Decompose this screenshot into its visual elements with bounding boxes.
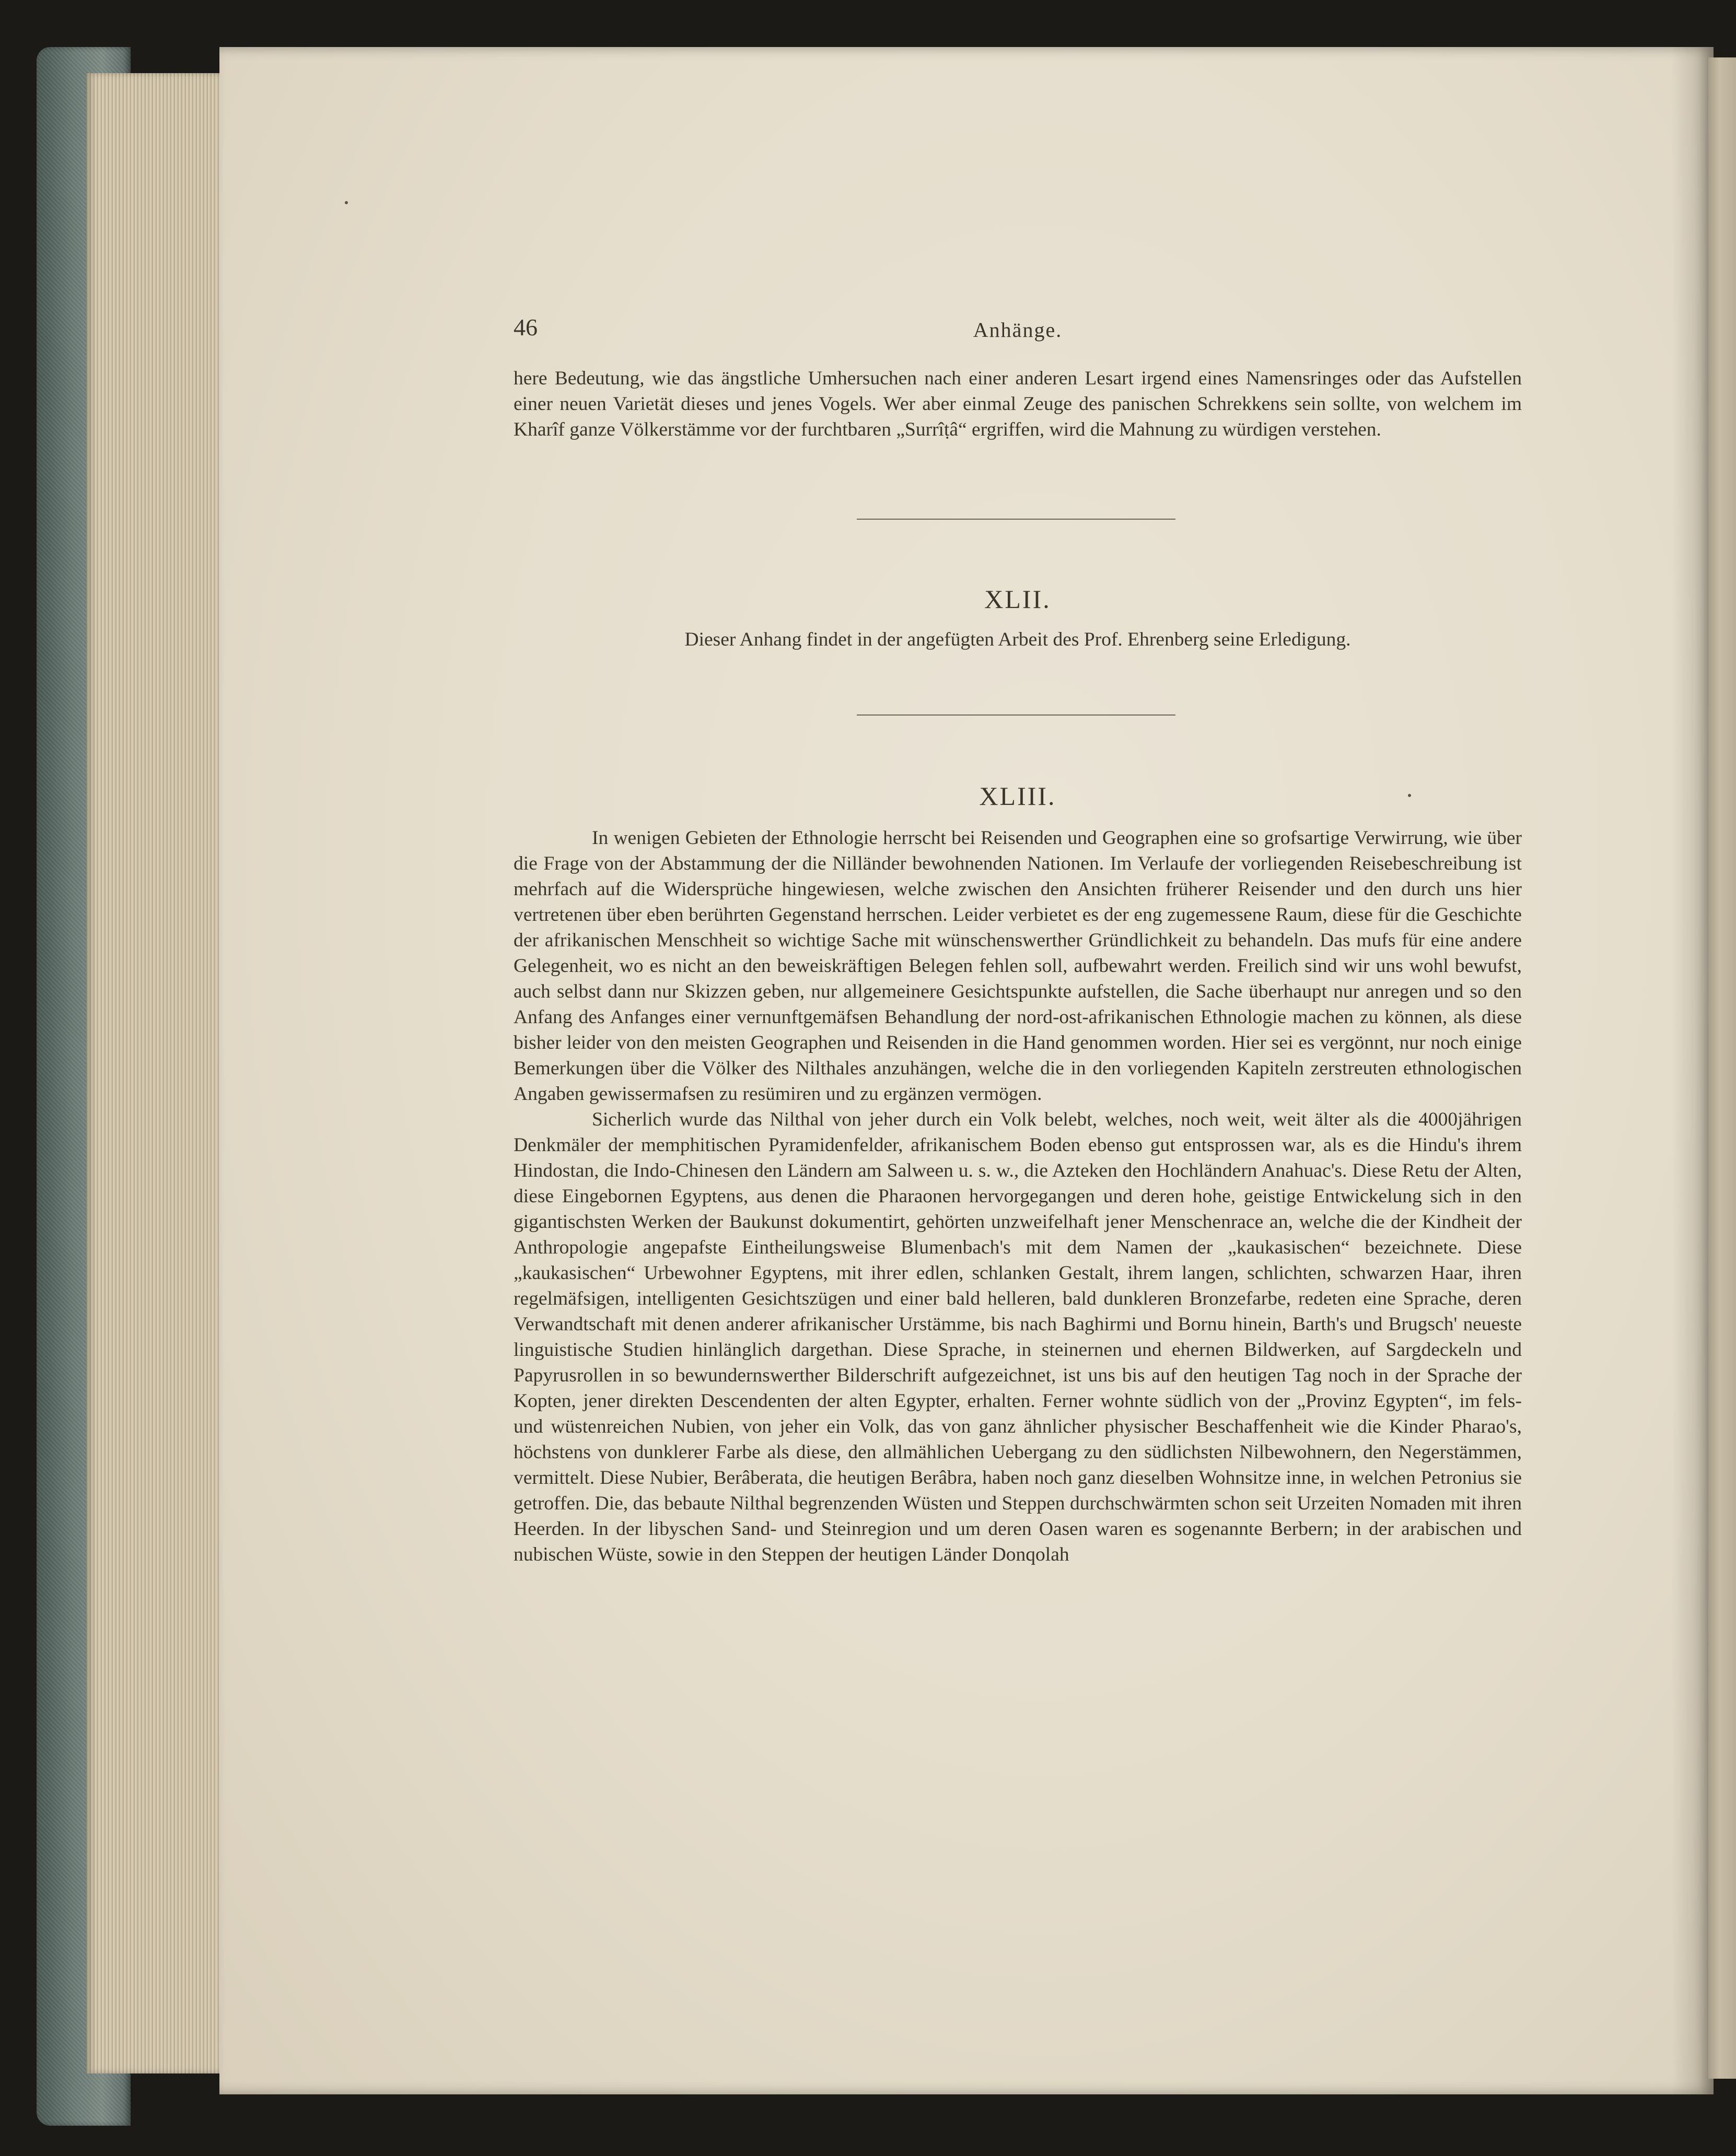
section-xliii-paragraph-2: Sicherlich wurde das Nilthal von jeher durch ein Volk belebt, welches, noch weit, weit älter als die 4000jährigen Denkmäler der memphitischen Pyramidenfelder, afrikanischem Boden ebenso gut entsprossen war, als es die Hindu's ihrem Hindostan, die Indo-Chinesen den Ländern am Salween u. s. w., die Azteken den Hochländern Anahuac's. Diese Retu der Alten, diese Eingebornen Egyptens, aus denen die Pharaonen hervorgegangen und deren hohe, geistige Entwickelung sich in den gigantischsten Werken der Baukunst dokumentirt, gehörten unzweifelhaft jener Menschenrace an, welche die der Kindheit der Anthropologie angepafste Eintheilungsweise Blumenbach's mit dem Namen der „kaukasischen“ bezeichnete. Diese „kaukasischen“ Urbewohner Egyptens, mit ihrer edlen, schlanken Gestalt, ihrem langen, schlichten, schwarzen Haar, ihren regelmäfsigen, intelligenten Gesichtszügen und einer bald helleren, bald dunkleren Bronzefarbe, redeten eine Sprache, deren Verwandtschaft mit denen anderer afrikanischer Urstämme, bis nach Baghirmi und Bornu hinein, Barth's und Brugsch' neueste linguistische Studien hinlänglich dargethan. Diese Sprache, in steinernen und ehernen Bildwerken, auf Sargdeckeln und Papyrusrollen in so bewundernswerther Bilderschrift aufgezeichnet, ist uns bis auf den heutigen Tag noch in der Sprache der Kopten, jener direkten Descendenten der alten Egypter, erhalten. Ferner wohnte südlich von der „Provinz Egypten“, im fels- und wüstenreichen Nubien, von jeher ein Volk, das von ganz ähnlicher physischer Beschaffenheit wie die Kinder Pharao's, höchstens von dunklerer Farbe als diese, den allmählichen Uebergang zu den südlichsten Nilbewohnern, den Negerstämmen, vermittelt. Diese Nubier, Berâberata, die heutigen Berâbra, haben noch ganz dieselben Wohnsitze inne, in welchen Petronius sie getroffen. Die, das bebaute Nilthal begrenzenden Wüsten und Steppen durchschwärmten schon seit Urzeiten Nomaden mit ihren Heerden. In der libyschen Sand- und Steinregion und um deren Oasen waren es sogenannte Berbern; in der arabischen und nubischen Wüste, sowie in den Steppen der heutigen Länder Donqolah	[514, 1109, 1522, 1565]
section-xliii-paragraph-1: In wenigen Gebieten der Ethnologie herrscht bei Reisenden und Geographen eine so grofsartige Verwirrung, wie über die Frage von der Abstammung der die Nilländer bewohnenden Nationen. Im Verlaufe der vorliegenden Reisebeschreibung ist mehrfach auf die Widersprüche hingewiesen, welche zwischen den Ansichten früherer Reisender und den durch uns hier vertretenen über eben berührten Gegenstand herrschen. Leider verbietet es der eng zugemessene Raum, diese für die Geschichte der afrikanischen Menschheit so wichtige Sache mit wünschenswerther Gründlichkeit zu behandeln. Das mufs für eine andere Gelegenheit, wo es nicht an den beweiskräftigen Belegen fehlen soll, aufbewahrt werden. Freilich sind wir uns wohl bewufst, auch selbst dann nur Skizzen geben, nur allgemeinere Gesichtspunkte aufstellen, die Sache überhaupt nur anregen und so den Anfang des Anfanges einer vernunftgemäfsen Behandlung der nord-ost-afrikanischen Ethnologie machen zu können, als diese bisher leider von den meisten Geographen und Reisenden in die Hand genommen worden. Hier sei es vergönnt, nur noch einige Bemerkungen über die Völker des Nilthales anzuhängen, welche die in den vorliegenden Kapiteln zerstreuten ethnologischen Angaben gewissermafsen zu resümiren und zu ergänzen vermögen.	[514, 827, 1522, 1105]
paper-speck	[1408, 794, 1411, 797]
section-heading-xlii: XLII.	[984, 584, 1051, 614]
running-head	[514, 313, 1522, 345]
section-heading-xliii: XLIII.	[979, 781, 1056, 811]
running-head-title: Anhänge.	[973, 318, 1063, 342]
paper-speck	[345, 201, 348, 204]
continuation-block	[514, 366, 1522, 442]
continuation-paragraph: here Bedeutung, wie das ängstliche Umhersuchen nach einer anderen Lesart irgend eines Namensringes oder das Aufstellen einer neuen Varietät dieses und jenes Vogels. Wer aber einmal Zeuge des panischen Schrekkens sein sollte, von welchem im Kharîf ganze Völkerstämme vor der furchtbaren „Surrîṭâ“ ergriffen, wird die Mahnung zu würdigen verstehen.	[514, 368, 1522, 440]
section-divider	[857, 714, 1175, 716]
next-page-edge	[1708, 57, 1736, 2079]
section-xliii-body	[514, 825, 1522, 1567]
section-divider	[857, 519, 1175, 520]
section-xlii-text: Dieser Anhang findet in der angefügten Arbeit des Prof. Ehrenberg seine Erledigung.	[684, 629, 1351, 650]
page-number: 46	[514, 314, 538, 341]
page-gutter-shadow	[1672, 47, 1714, 2094]
